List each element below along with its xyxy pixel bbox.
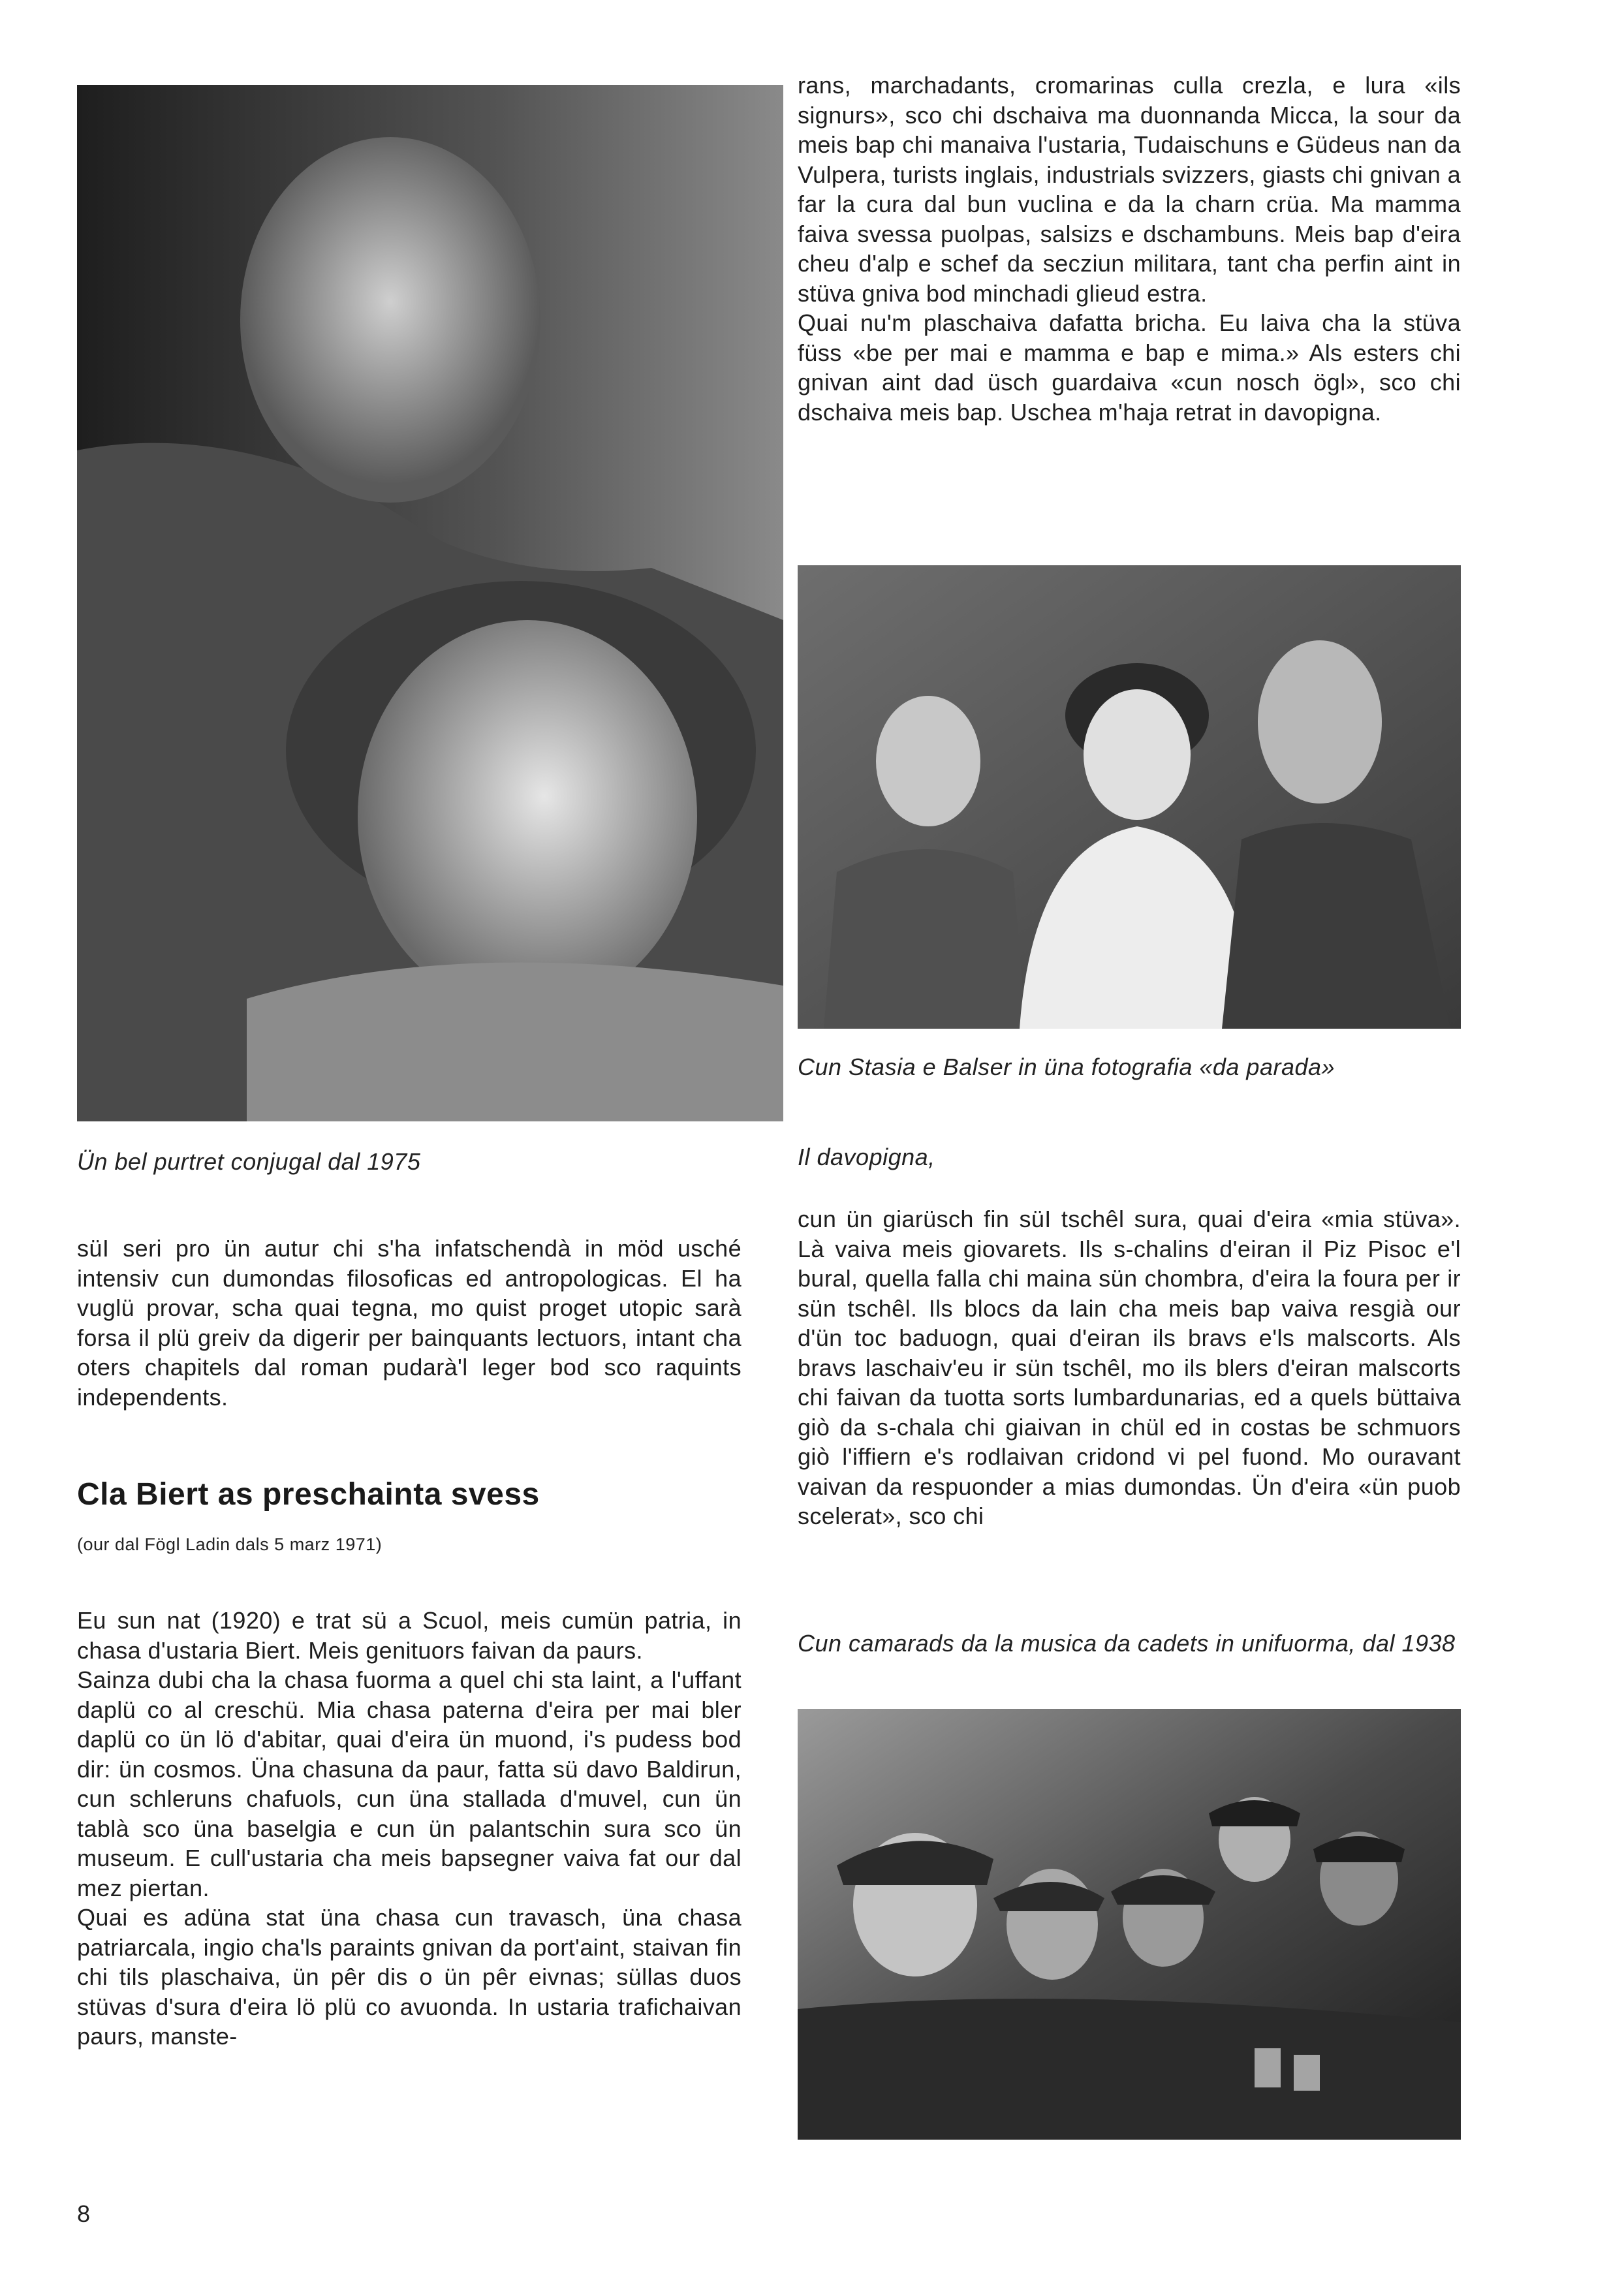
portrait-couple-photo (77, 85, 783, 1121)
left-intro-text: süI seri pro ün autur chi s'ha infatschendà in möd usché intensiv cun dumondas filosoficas ed antropologicas. El ha vuglü provar, scha quai tegna, mo quist proget utopic sarà forsa il plü greiv da digerir per bainquants lectuors, intant cha oters chapitels dal roman pudarà'l leger bod sco raquints independents. (77, 1235, 742, 1411)
paragraph: rans, marchadants, cromarinas culla crezla, e lura «ils signurs», sco chi dschaiva ma duonnanda Micca, la sour da meis bap chi manaiva l'ustaria, Tudaischuns e Güdeus nan da Vulpera, turists inglais, industrials svizzers, giasts chi gnivan a far la cura dal bun vuclina e da la charn crüa. Ma mamma faiva svessa puolpas, salsizs e dschambuns. Meis bap d'eira cheu d'alp e schef da secziun militara, tant cha perfin aint in stüva gniva bod minchadi glieud estra. (798, 72, 1461, 307)
article-source: (our dal Fögl Ladin dals 5 marz 1971) (77, 1535, 383, 1554)
cadets-caption: Cun camarads da la musica da cadets in unifuorma, dal 1938 (798, 1630, 1456, 1657)
family-photo (798, 565, 1461, 1029)
right-column-middle-text: cun ün giarüsch fin süI tschêl sura, quai d'eira «mia stüva». Là vaiva meis giovarets. Ils s-chalins d'eiran il Piz Pisoc e'l bural, quella falla chi maina sün chombra, d'eira la foura per ir sün tschêl. Ils blocs da lain cha meis bap vaiva resgià our d'ün toc baduogn, quai d'eiran ils bravs e'ls malscorts. Als bravs laschaiv'eu ir sün tschêl, mo ils blers d'eiran malscorts chi faivan da tuotta sorts lumbardunarias, ed a quels büttaiva giò da s-chala chi giaivan in chül ed in costas be schmuors giò l'iffiern e's rodlaivan cridond vi pel fuond. Mo ouravant vaivan da respuonder a mias dumondas. Ün d'eira «ün puob scelerat», sco chi (798, 1206, 1461, 1529)
paragraph: Quai nu'm plaschaiva dafatta bricha. Eu laiva cha la stüva füss «be per mai e mamma e bap e mima.» Als esters chi gnivan aint dad üsch guardaiva «cun nosch ögl», sco chi dschaiva meis bap. Uschea m'haja retrat in davopigna. (798, 309, 1461, 426)
article-heading: Cla Biert as preschainta svess (77, 1477, 540, 1512)
left-main-text (77, 1606, 742, 2052)
cadets-photo (798, 1709, 1461, 2140)
page-number: 8 (77, 2200, 91, 2227)
paragraph: Eu sun nat (1920) e trat sü a Scuol, meis cumün patria, in chasa d'ustaria Biert. Meis genituors faivan da paurs. (77, 1607, 742, 1664)
family-caption: Cun Stasia e Balser in üna fotografia «da parada» (798, 1054, 1335, 1080)
right-column-top-text (798, 70, 1461, 427)
paragraph: Sainza dubi cha la chasa fuorma a quel chi sta laint, a l'uffant daplü co al creschü. Mia chasa paterna d'eira per mai bler daplü co ün lö d'abitar, quai d'eira ün muond, i's pudess bod dir: ün cosmos. Üna chasuna da paur, fatta sü davo Baldirun, cun schleruns chafuols, cun üna stallada d'muvel, cun ün tablà sco üna baselgia e cun ün palantschin sura sco ün museum. E cull'ustaria cha meis bapsegner vaiva fat our dal mez piertan. (77, 1666, 742, 1901)
section-caption: Il davopigna, (798, 1144, 935, 1170)
paragraph: Quai es adüna stat üna chasa cun travasch, üna chasa patriarcala, ingio cha'ls paraints gnivan da port'aint, staivan fin chi tils plaschaiva, ün pêr dis o ün pêr eivnas; süllas duos stüvas d'sura d'eira lö plü co avuonda. In ustaria trafichaivan paurs, manste- (77, 1904, 742, 2050)
portrait-caption: Ün bel purtret conjugal dal 1975 (77, 1148, 421, 1175)
